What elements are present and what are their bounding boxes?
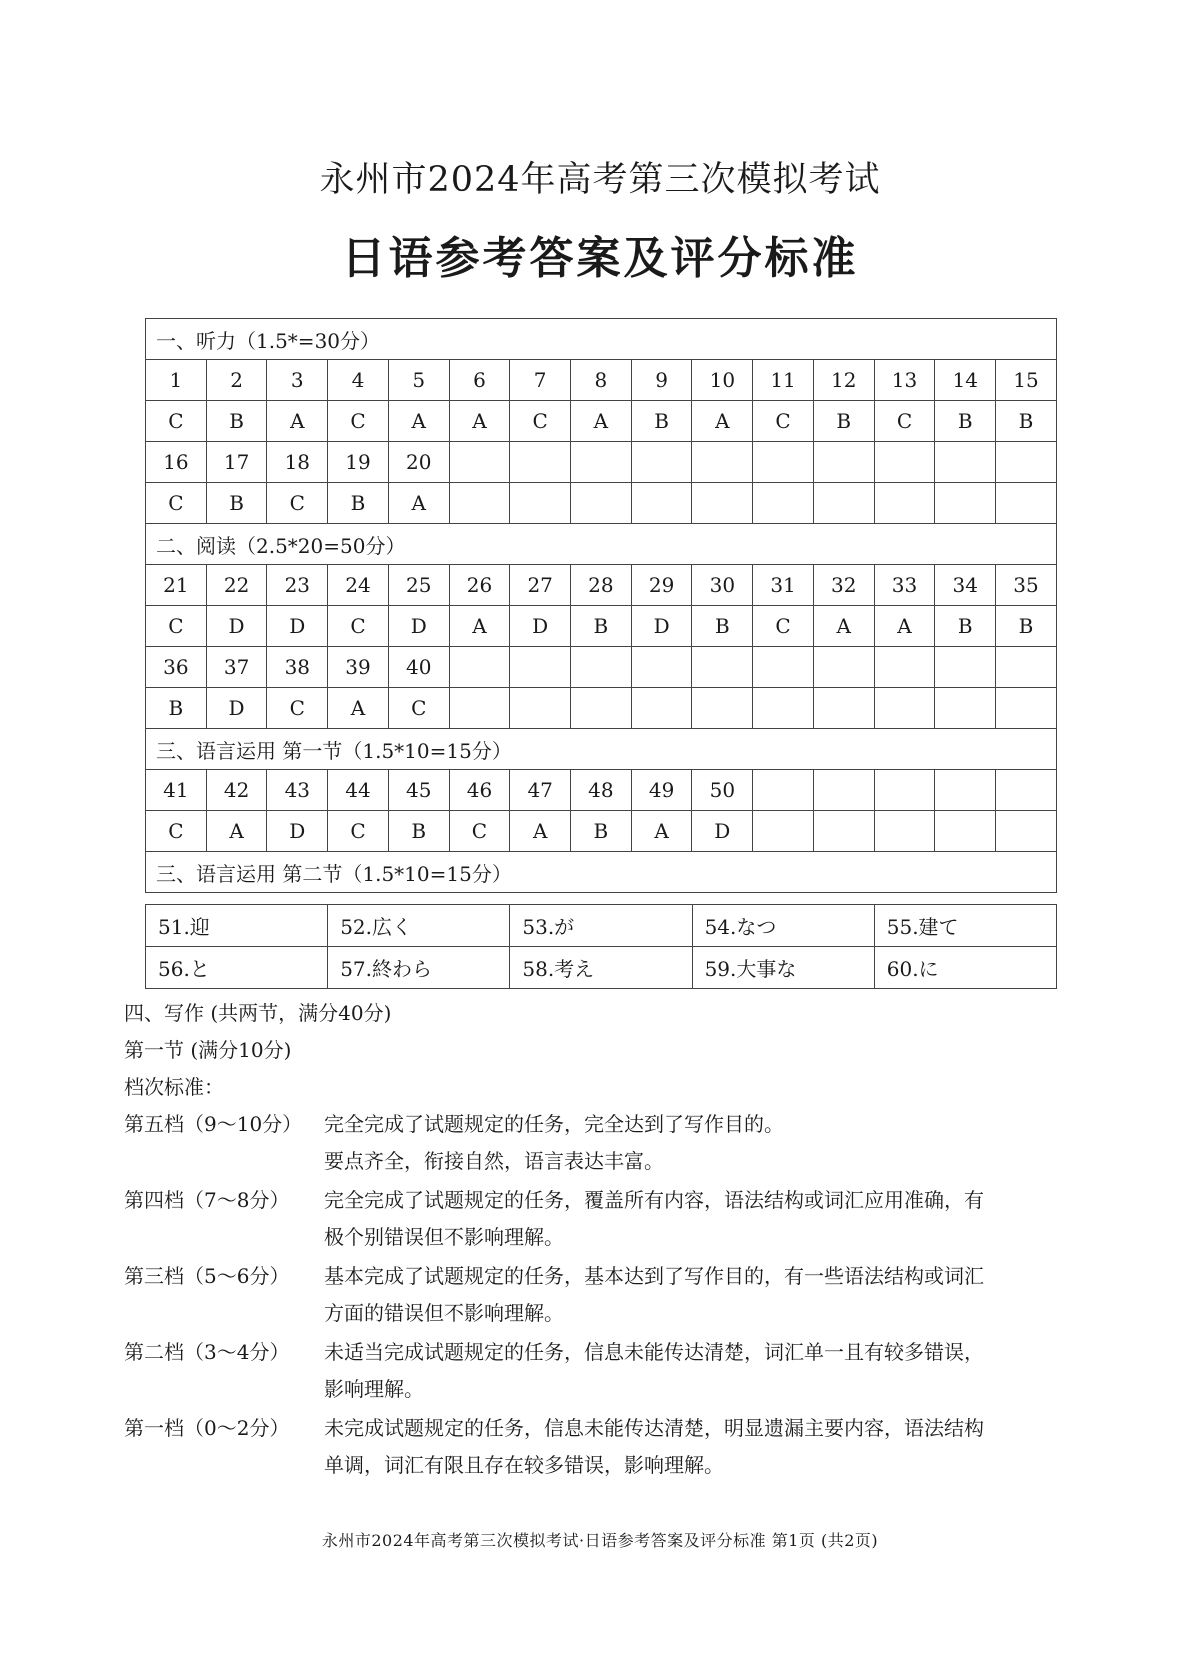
empty-cell (449, 688, 510, 729)
question-number: 36 (146, 647, 207, 688)
answer-cell: D (631, 606, 692, 647)
writing-heading: 四、写作 (共两节，满分40分) (124, 1001, 392, 1025)
answer-cell: C (328, 811, 389, 852)
question-number: 45 (388, 770, 449, 811)
empty-cell (935, 688, 996, 729)
question-number: 18 (267, 442, 328, 483)
fill-in-table (145, 904, 1057, 989)
answer-cell: B (571, 811, 632, 852)
answer-cell: C (328, 606, 389, 647)
empty-cell (813, 811, 874, 852)
answer-cell: B (571, 606, 632, 647)
question-number: 48 (571, 770, 632, 811)
question-number: 39 (328, 647, 389, 688)
empty-cell (813, 483, 874, 524)
grade-row (124, 1106, 1084, 1180)
question-number: 24 (328, 565, 389, 606)
answer-cell: A (510, 811, 571, 852)
answer-cell: C (753, 606, 814, 647)
answer-cell: D (692, 811, 753, 852)
question-number: 2 (206, 360, 267, 401)
question-number: 7 (510, 360, 571, 401)
answer-cell: A (874, 606, 935, 647)
question-number: 21 (146, 565, 207, 606)
question-number: 5 (388, 360, 449, 401)
answer-cell: C (146, 483, 207, 524)
grade-label: 第一档（0～2分） (124, 1416, 290, 1440)
grade-description-line: 要点齐全，衔接自然，语言表达丰富。 (324, 1149, 664, 1173)
grade-description-line: 方面的错误但不影响理解。 (324, 1301, 564, 1325)
fill-in-answer: 58.考え (510, 947, 692, 989)
empty-cell (510, 647, 571, 688)
grade-description-line: 影响理解。 (324, 1377, 424, 1401)
empty-cell (813, 688, 874, 729)
empty-cell (753, 647, 814, 688)
answer-cell: D (510, 606, 571, 647)
question-number: 17 (206, 442, 267, 483)
section-header-row (146, 852, 1057, 893)
fill-in-answer: 60.に (874, 947, 1056, 989)
question-number: 22 (206, 565, 267, 606)
question-number: 28 (571, 565, 632, 606)
grade-label: 第三档（5～6分） (124, 1264, 290, 1288)
empty-cell (996, 770, 1057, 811)
grade-description (324, 1410, 1084, 1484)
grade-row (124, 1410, 1084, 1484)
grade-description-line: 单调，词汇有限且存在较多错误，影响理解。 (324, 1453, 724, 1477)
section-header-row (146, 524, 1057, 565)
fill-in-answer: 52.広く (328, 905, 510, 947)
empty-cell (753, 483, 814, 524)
question-number: 31 (753, 565, 814, 606)
section-language-1: 三、语言运用 第一节（1.5*10=15分） (146, 729, 1057, 770)
empty-cell (874, 442, 935, 483)
fill-in-row (146, 905, 1057, 947)
question-number: 43 (267, 770, 328, 811)
grade-label: 第二档（3～4分） (124, 1340, 290, 1364)
empty-cell (874, 483, 935, 524)
empty-cell (692, 483, 753, 524)
answer-cell: B (328, 483, 389, 524)
empty-cell (996, 483, 1057, 524)
empty-cell (935, 483, 996, 524)
question-number: 6 (449, 360, 510, 401)
answer-cell: B (692, 606, 753, 647)
answer-row (146, 401, 1057, 442)
question-number: 41 (146, 770, 207, 811)
grade-description-line: 完全完成了试题规定的任务，覆盖所有内容，语法结构或词汇应用准确，有 (324, 1188, 984, 1212)
answer-cell: A (449, 401, 510, 442)
fill-in-row (146, 947, 1057, 989)
question-number: 3 (267, 360, 328, 401)
empty-cell (996, 811, 1057, 852)
section-header-row (146, 729, 1057, 770)
answer-row (146, 688, 1057, 729)
grade-label: 第五档（9～10分） (124, 1112, 303, 1136)
answer-cell: D (267, 811, 328, 852)
answer-cell: C (753, 401, 814, 442)
grade-description-line: 基本完成了试题规定的任务，基本达到了写作目的，有一些语法结构或词汇 (324, 1264, 984, 1288)
empty-cell (996, 688, 1057, 729)
grade-description-line: 极个别错误但不影响理解。 (324, 1225, 564, 1249)
answer-row (146, 811, 1057, 852)
empty-cell (510, 688, 571, 729)
question-number: 15 (996, 360, 1057, 401)
section-header-row (146, 319, 1057, 360)
grade-description-line: 完全完成了试题规定的任务，完全达到了写作目的。 (324, 1112, 784, 1136)
empty-cell (874, 811, 935, 852)
question-number-row (146, 565, 1057, 606)
question-number: 25 (388, 565, 449, 606)
answer-cell: C (388, 688, 449, 729)
grade-row (124, 1258, 1084, 1332)
question-number: 23 (267, 565, 328, 606)
answer-cell: B (388, 811, 449, 852)
answer-cell: B (996, 401, 1057, 442)
empty-cell (874, 770, 935, 811)
grade-description (324, 1334, 1084, 1408)
page-footer: 永州市2024年高考第三次模拟考试·日语参考答案及评分标准 第1页 (共2页) (321, 1531, 879, 1550)
question-number: 9 (631, 360, 692, 401)
grade-description (324, 1258, 1084, 1332)
empty-cell (753, 811, 814, 852)
empty-cell (571, 688, 632, 729)
grade-description-line: 未完成试题规定的任务，信息未能传达清楚，明显遗漏主要内容，语法结构 (324, 1416, 984, 1440)
writing-section (124, 995, 1084, 1486)
empty-cell (996, 647, 1057, 688)
answer-cell: A (388, 483, 449, 524)
empty-cell (692, 688, 753, 729)
question-number-row (146, 647, 1057, 688)
grade-row (124, 1334, 1084, 1408)
question-number: 30 (692, 565, 753, 606)
fill-in-answer: 53.が (510, 905, 692, 947)
question-number: 1 (146, 360, 207, 401)
answer-cell: C (510, 401, 571, 442)
question-number: 47 (510, 770, 571, 811)
empty-cell (449, 442, 510, 483)
question-number: 33 (874, 565, 935, 606)
grade-description (324, 1182, 1084, 1256)
question-number: 29 (631, 565, 692, 606)
answer-cell: D (206, 688, 267, 729)
answer-cell: C (328, 401, 389, 442)
empty-cell (813, 647, 874, 688)
answer-cell: B (996, 606, 1057, 647)
answer-cell: C (267, 688, 328, 729)
grade-description-line: 未适当完成试题规定的任务，信息未能传达清楚，词汇单一且有较多错误， (324, 1340, 984, 1364)
empty-cell (753, 770, 814, 811)
empty-cell (571, 442, 632, 483)
answer-cell: B (631, 401, 692, 442)
question-number-row (146, 360, 1057, 401)
answer-cell: B (206, 401, 267, 442)
answer-cell: C (146, 606, 207, 647)
answer-cell: A (328, 688, 389, 729)
answer-row (146, 483, 1057, 524)
empty-cell (935, 811, 996, 852)
empty-cell (631, 647, 692, 688)
question-number: 37 (206, 647, 267, 688)
answer-cell: A (631, 811, 692, 852)
answer-cell: B (206, 483, 267, 524)
question-number: 26 (449, 565, 510, 606)
answer-cell: C (146, 811, 207, 852)
empty-cell (753, 688, 814, 729)
answer-cell: B (146, 688, 207, 729)
criteria-label: 档次标准： (124, 1075, 224, 1099)
page-title: 日语参考答案及评分标准 (341, 233, 859, 284)
answer-table (145, 318, 1057, 893)
question-number: 11 (753, 360, 814, 401)
question-number: 10 (692, 360, 753, 401)
empty-cell (571, 483, 632, 524)
answer-cell: B (935, 606, 996, 647)
answer-cell: B (935, 401, 996, 442)
answer-cell: C (874, 401, 935, 442)
grade-label: 第四档（7～8分） (124, 1188, 290, 1212)
answer-cell: A (449, 606, 510, 647)
answer-cell: A (571, 401, 632, 442)
grade-list (124, 1106, 1084, 1484)
empty-cell (510, 442, 571, 483)
empty-cell (692, 647, 753, 688)
fill-in-answer: 51.迎 (146, 905, 328, 947)
question-number: 4 (328, 360, 389, 401)
empty-cell (631, 442, 692, 483)
answer-cell: D (206, 606, 267, 647)
section-reading: 二、阅读（2.5*20=50分） (146, 524, 1057, 565)
empty-cell (449, 647, 510, 688)
answer-cell: A (388, 401, 449, 442)
empty-cell (753, 442, 814, 483)
question-number: 20 (388, 442, 449, 483)
section-listening: 一、听力（1.5*=30分） (146, 319, 1057, 360)
empty-cell (449, 483, 510, 524)
empty-cell (510, 483, 571, 524)
question-number: 34 (935, 565, 996, 606)
fill-in-answer: 57.終わら (328, 947, 510, 989)
empty-cell (813, 770, 874, 811)
question-number: 27 (510, 565, 571, 606)
grade-description (324, 1106, 1084, 1180)
question-number: 13 (874, 360, 935, 401)
empty-cell (874, 688, 935, 729)
answer-cell: C (449, 811, 510, 852)
question-number: 40 (388, 647, 449, 688)
empty-cell (631, 483, 692, 524)
fill-in-answer: 59.大事な (692, 947, 874, 989)
empty-cell (813, 442, 874, 483)
question-number: 16 (146, 442, 207, 483)
question-number: 50 (692, 770, 753, 811)
question-number: 46 (449, 770, 510, 811)
writing-part1: 第一节 (满分10分) (124, 1038, 292, 1062)
question-number: 32 (813, 565, 874, 606)
exam-subtitle: 永州市2024年高考第三次模拟考试 (319, 160, 881, 200)
empty-cell (874, 647, 935, 688)
answer-cell: D (267, 606, 328, 647)
question-number: 8 (571, 360, 632, 401)
question-number: 44 (328, 770, 389, 811)
empty-cell (571, 647, 632, 688)
answer-cell: A (813, 606, 874, 647)
question-number: 38 (267, 647, 328, 688)
question-number-row (146, 770, 1057, 811)
fill-in-answer: 54.なつ (692, 905, 874, 947)
empty-cell (935, 647, 996, 688)
question-number: 42 (206, 770, 267, 811)
answer-cell: C (267, 483, 328, 524)
question-number: 35 (996, 565, 1057, 606)
question-number: 14 (935, 360, 996, 401)
answer-cell: D (388, 606, 449, 647)
answer-cell: A (206, 811, 267, 852)
empty-cell (996, 442, 1057, 483)
empty-cell (631, 688, 692, 729)
answer-row (146, 606, 1057, 647)
empty-cell (935, 442, 996, 483)
question-number: 12 (813, 360, 874, 401)
answer-cell: A (267, 401, 328, 442)
question-number: 49 (631, 770, 692, 811)
question-number: 19 (328, 442, 389, 483)
answer-cell: A (692, 401, 753, 442)
fill-in-answer: 56.と (146, 947, 328, 989)
answer-cell: B (813, 401, 874, 442)
question-number-row (146, 442, 1057, 483)
empty-cell (692, 442, 753, 483)
grade-row (124, 1182, 1084, 1256)
section-language-2: 三、语言运用 第二节（1.5*10=15分） (146, 852, 1057, 893)
fill-in-answer: 55.建て (874, 905, 1056, 947)
empty-cell (935, 770, 996, 811)
answer-cell: C (146, 401, 207, 442)
